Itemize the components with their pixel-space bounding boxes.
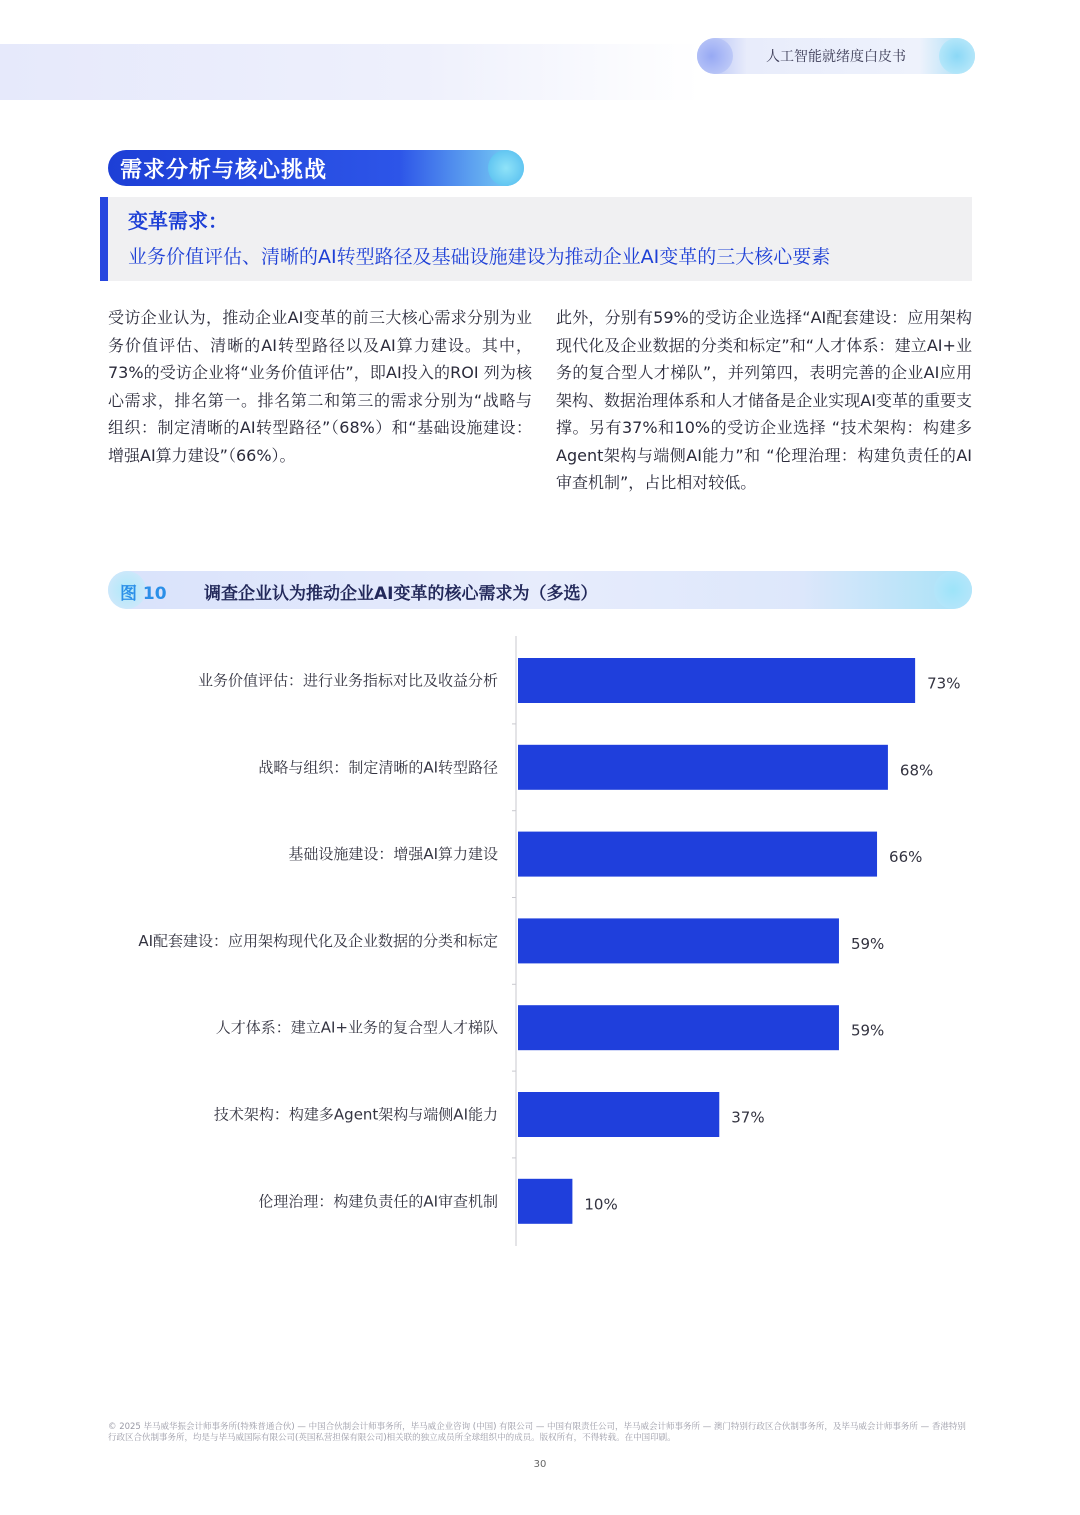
chart-bar [518,658,915,703]
chart-value-label: 59% [850,934,885,953]
header-left-circle [697,38,733,74]
page-number: 30 [533,1459,547,1470]
horizontal-bar-chart [0,620,1080,1260]
callout-body: 业务价值评估、清晰的AI转型路径及基础设施建设为推动企业AI变革的三大核心要素 [128,246,831,268]
chart-category-label: 技术架构：构建多Agent架构与端侧AI能力 [213,1105,498,1124]
chart-bar [518,1005,839,1050]
chart-category-label: 基础设施建设：增强AI算力建设 [288,845,498,864]
body-paragraph-right: 此外，分别有59%的受访企业选择“AI配套建设：应用架构现代化及企业数据的分类和标定”和“人才体系：建立AI+业务的复合型人才梯队”，并列第四，表明完善的企业AI应用架构、数据治理体系和人才储备是企业实现AI变革的重要支撑。另有37%和10%的受访企业选择 “技术架构：构建多Agent架构与端侧AI能力”和 “伦理治理：构建负责任的AI审查机制”，占比相对较低。 [556,308,972,492]
chart-category-label: 业务价值评估：进行业务指标对比及收益分析 [197,671,498,690]
top-decorative-band [0,44,700,100]
chart-value-label: 66% [889,848,923,867]
figure-title: 调查企业认为推动企业AI变革的核心需求为（多选） [204,584,598,604]
chart-value-label: 10% [584,1195,618,1214]
copyright-footer: © 2025 毕马威华振会计师事务所(特殊普通合伙) — 中国合伙制会计师事务所，毕马威企业咨询 (中国) 有限公司 — 中国有限责任公司，毕马威会计师事务所 — 澳门特别行政区合伙制事务所，及毕马威会计师事务所 — 香港特别行政区合伙制事务所，均是与毕马威国际有限公司(英国私营担保有限公司)相关联的独立成员所全球组织中的成员。版权所有，不得转载。在中国印刷。 [108,1422,966,1443]
chart-bar [518,745,888,790]
section-title: 需求分析与核心挑战 [120,157,328,183]
figure-banner-right-circle [934,571,972,609]
chart-bar [518,1179,572,1224]
chart-bar [518,1092,719,1137]
chart-category-label: 人才体系：建立AI+业务的复合型人才梯队 [215,1018,498,1037]
callout-title: 变革需求： [128,209,228,233]
chart-bar [518,918,839,963]
header-right-circle [939,38,975,74]
chart-value-label: 37% [731,1108,765,1127]
chart-value-label: 59% [850,1021,885,1040]
chart-category-label: 伦理治理：构建负责任的AI审查机制 [258,1192,498,1211]
chart-value-label: 68% [899,761,934,780]
chart-bar [518,832,877,877]
chart-category-label: 战略与组织：制定清晰的AI转型路径 [258,758,498,777]
section-title-circle [488,150,524,186]
chart-value-label: 73% [927,674,961,693]
figure-number: 图 10 [120,584,167,604]
key-finding-callout [100,197,972,281]
body-paragraph-left: 受访企业认为，推动企业AI变革的前三大核心需求分别为业务价值评估、清晰的AI转型路径以及AI算力建设。其中，73%的受访企业将“业务价值评估”，即AI投入的ROI 列为核心需求，排名第一。排名第二和第三的需求分别为“战略与组织：制定清晰的AI转型路径”（68%）和“基础设施建设：增强AI算力建设”（66%）。 [108,308,532,465]
header-pill [697,38,975,74]
chart-category-label: AI配套建设：应用架构现代化及企业数据的分类和标定 [138,931,498,950]
section-title-banner [108,150,524,186]
figure-caption-banner [108,571,972,609]
document-title: 人工智能就绪度白皮书 [766,49,906,65]
